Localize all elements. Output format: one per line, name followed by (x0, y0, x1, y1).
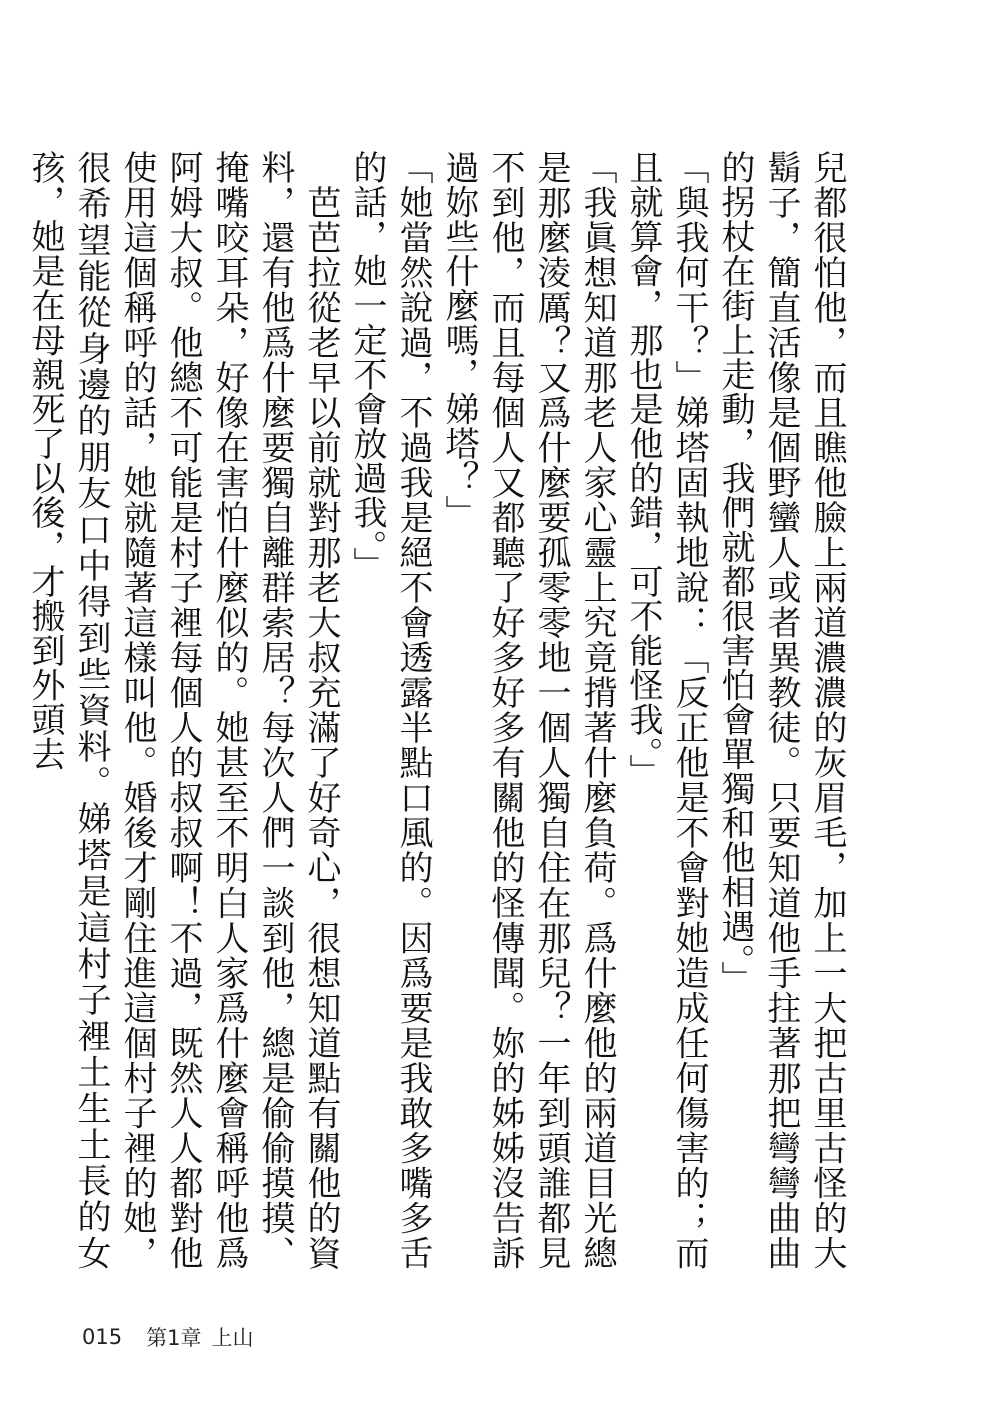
paragraph: 「她當然說過，不過我是絕不會透露半點口風的。因爲要是我敢多嘴多舌的話，她一定不會放過我。」 (347, 150, 433, 1270)
chapter-label: 第1章 (146, 1326, 202, 1350)
vertical-text-block (25, 150, 850, 1270)
paragraph: 「與我何干？」娣塔固執地說：「反正他是不會對她造成任何傷害的；而且就算會，那也是他的錯，可不能怪我。」 (623, 150, 709, 1270)
paragraph: 「我眞想知道那老人家心靈上究竟揹著什麼負荷。爲什麼他的兩道目光總是那麼淩厲？又爲什麼要孤零零地一個人獨自住在那兒？一年到頭誰都見不到他，而且每個人又都聽了好多好多有關他的怪傳聞。妳的姊姊沒告訴過妳些什麼嗎，娣塔？」 (439, 150, 617, 1270)
paragraph: 兒都很怕他，而且瞧他臉上兩道濃濃的灰眉毛，加上一大把古里古怪的大鬍子，簡直活像是個野蠻人或者異教徒。只要知道他手拄著那把彎彎曲曲的拐杖在街上走動，我們就都很害怕會單獨和他相遇。」 (715, 150, 847, 1270)
page-number: 015 (82, 1325, 123, 1349)
page-footer (82, 1322, 253, 1352)
chapter-title: 上山 (211, 1326, 254, 1350)
paragraph: 芭芭拉從老早以前就對那老大叔充滿了好奇心，很想知道點有關他的資料，還有他爲什麼要獨自離群索居？每次人們一談到他，總是偷偷摸摸、掩嘴咬耳朵，好像在害怕什麼似的。她甚至不明白人家爲什麼會稱呼他爲阿姆大叔。他總不可能是村子裡每個人的叔叔啊！不過，既然人人都對他使用這個稱呼的話，她就隨著這樣叫他。婚後才剛住進這個村子裡的她，很希望能從身邊的朋友口中得到些資料。娣塔是這村子裡土生土長的女孩，她是在母親死了以後，才搬到外頭去 (25, 150, 341, 1270)
